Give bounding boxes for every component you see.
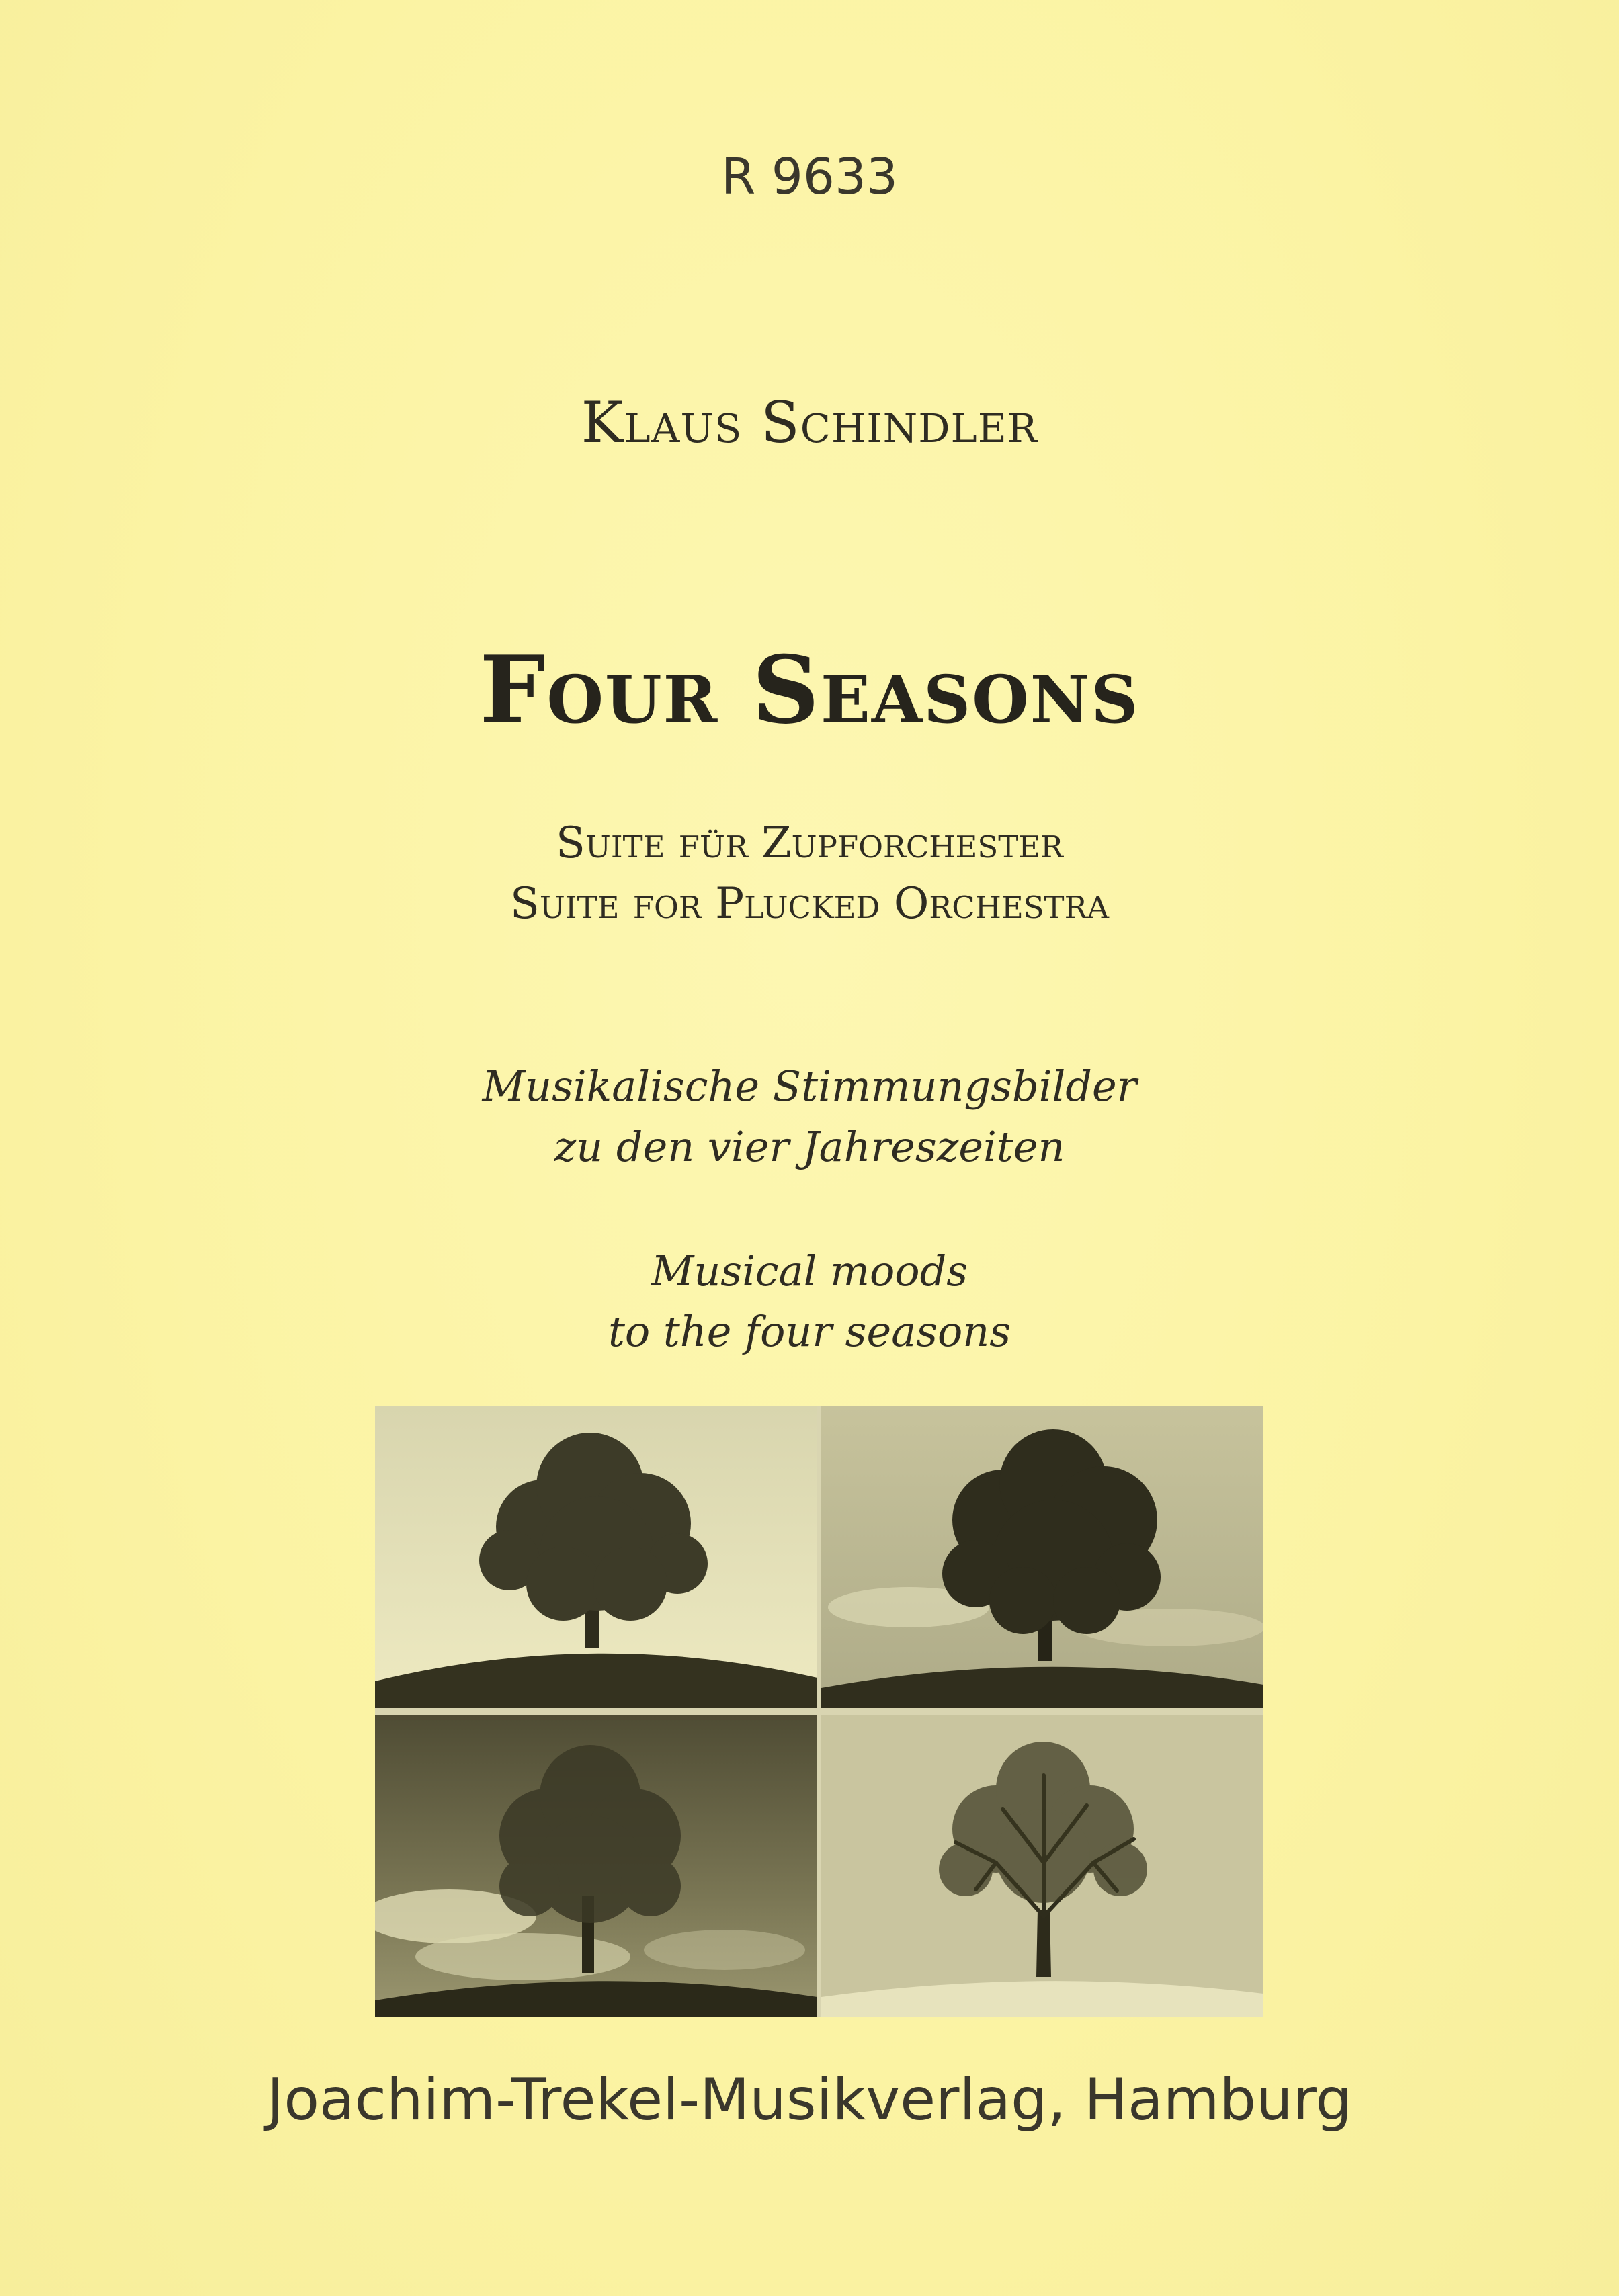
publisher-name: Joachim-Trekel-Musikverlag, Hamburg [266, 2066, 1353, 2133]
description-english-line-1: Musical moods [651, 1246, 968, 1295]
tree-summer-image [821, 1406, 1263, 1708]
composer-name: Klaus Schindler [581, 390, 1038, 456]
catalog-number: R 9633 [720, 148, 899, 206]
subtitle-english: Suite for Plucked Orchestra [510, 879, 1109, 929]
description-english-line-2: to the four seasons [608, 1307, 1011, 1356]
work-title: Four Seasons [479, 635, 1140, 745]
tree-autumn-image [375, 1715, 817, 2017]
description-german-line-2: zu den vier Jahreszeiten [554, 1122, 1065, 1171]
tree-winter-image [821, 1715, 1263, 2017]
four-seasons-tree-image [375, 1406, 1263, 2017]
tree-spring-image [375, 1406, 817, 1708]
description-german-line-1: Musikalische Stimmungsbilder [482, 1062, 1137, 1111]
subtitle-german: Suite für Zupforchester [556, 818, 1063, 868]
